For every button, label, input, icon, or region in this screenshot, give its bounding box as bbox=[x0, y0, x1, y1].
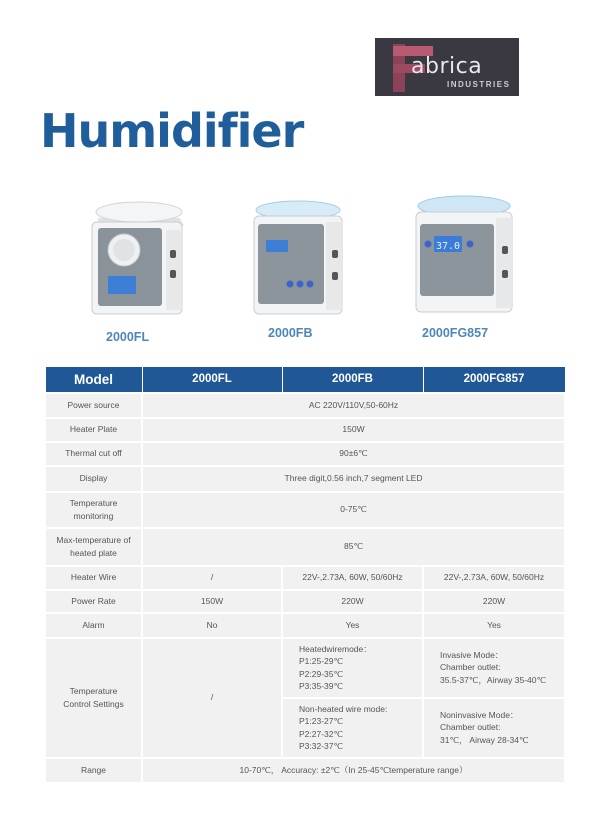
row-label-line: Control Settings bbox=[63, 698, 124, 709]
cell-2000fg857-noninvasive-mode bbox=[423, 698, 565, 758]
cell-2000fg857: 220W bbox=[423, 590, 565, 613]
product-2000fg857 bbox=[408, 190, 524, 340]
cell-2000fb-nonheated-mode bbox=[282, 698, 423, 758]
row-label bbox=[45, 528, 142, 566]
table-row-power-source bbox=[45, 393, 565, 418]
mode-line: Chamber outlet: bbox=[440, 662, 501, 673]
row-label bbox=[45, 492, 142, 528]
table-row-temperature-monitoring bbox=[45, 492, 565, 528]
humidifier-2000fb-image bbox=[246, 196, 350, 318]
row-label-line: monitoring bbox=[73, 510, 114, 521]
cell-value: AC 220V/110V,50-60Hz bbox=[142, 393, 565, 418]
row-label: Power Rate bbox=[45, 590, 142, 613]
page-title: Humidifier bbox=[40, 104, 304, 158]
mode-line: Non-heated wire mode: bbox=[299, 703, 388, 714]
mode-line: Invasive Mode： bbox=[440, 650, 504, 661]
row-label-line: Max-temperature of bbox=[56, 535, 131, 546]
table-row-alarm bbox=[45, 613, 565, 638]
table-row-display bbox=[45, 466, 565, 492]
mode-line: 31℃， Airway 28-34℃ bbox=[440, 734, 529, 745]
cell-value: 90±6℃ bbox=[142, 442, 565, 466]
table-row-range bbox=[45, 758, 565, 783]
table-header-row bbox=[45, 367, 565, 393]
mode-line: P2:27-32℃ bbox=[299, 728, 344, 739]
table-row-heater-wire bbox=[45, 566, 565, 590]
row-label-line: heated plate bbox=[70, 547, 117, 558]
mode-line: P1:23-27℃ bbox=[299, 716, 344, 727]
product-2000fl bbox=[84, 190, 194, 344]
humidifier-2000fl-image bbox=[84, 190, 194, 318]
table-row-heater-plate bbox=[45, 418, 565, 442]
mode-line: P2:29-35℃ bbox=[299, 668, 344, 679]
mode-line: Chamber outlet: bbox=[440, 722, 501, 733]
cell-value: 0-75℃ bbox=[142, 492, 565, 528]
row-label-line: Temperature bbox=[69, 498, 118, 509]
cell-2000fg857: 22V-,2.73A, 60W, 50/60Hz bbox=[423, 566, 565, 590]
product-label-2000fl: 2000FL bbox=[106, 330, 150, 344]
table-row-max-temperature bbox=[45, 528, 565, 566]
cell-2000fg857-invasive-mode bbox=[423, 638, 565, 698]
humidifier-2000fg857-image bbox=[408, 190, 520, 318]
spec-table bbox=[44, 366, 566, 784]
row-label: Heater Plate bbox=[45, 418, 142, 442]
logo-subtitle: INDUSTRIES bbox=[447, 80, 511, 89]
row-label: Heater Wire bbox=[45, 566, 142, 590]
table-row-control-settings-heated bbox=[45, 638, 565, 698]
mode-line: P1:25-29℃ bbox=[299, 656, 344, 667]
cell-value: 10-70℃， Accuracy: ±2℃（In 25-45℃temperature range） bbox=[142, 758, 565, 783]
cell-2000fl: 150W bbox=[142, 590, 282, 613]
product-2000fb bbox=[246, 196, 356, 340]
cell-2000fg857: Yes bbox=[423, 613, 565, 638]
row-label: Range bbox=[45, 758, 142, 783]
cell-2000fl: / bbox=[142, 638, 282, 758]
cell-value: 150W bbox=[142, 418, 565, 442]
row-label: Thermal cut off bbox=[45, 442, 142, 466]
device-display-readout: 37.0 bbox=[435, 241, 461, 252]
row-label bbox=[45, 638, 142, 758]
logo-wordmark: abrica bbox=[411, 54, 483, 79]
mode-line: 35.5-37℃，Airway 35-40℃ bbox=[440, 674, 547, 685]
row-label-line: Temperature bbox=[69, 686, 118, 697]
table-row-power-rate bbox=[45, 590, 565, 613]
mode-line: Heatedwiremode： bbox=[299, 643, 372, 654]
row-label: Power source bbox=[45, 393, 142, 418]
header-2000fl: 2000FL bbox=[142, 367, 282, 393]
header-2000fb: 2000FB bbox=[282, 367, 423, 393]
row-label: Display bbox=[45, 466, 142, 492]
cell-2000fb: Yes bbox=[282, 613, 423, 638]
cell-value: Three digit,0.56 inch,7 segment LED bbox=[142, 466, 565, 492]
header-2000fg857: 2000FG857 bbox=[423, 367, 565, 393]
product-label-2000fg857: 2000FG857 bbox=[422, 326, 489, 340]
mode-line: P3:35-39℃ bbox=[299, 680, 344, 691]
cell-2000fb: 220W bbox=[282, 590, 423, 613]
cell-value: 85℃ bbox=[142, 528, 565, 566]
cell-2000fb-heated-mode bbox=[282, 638, 423, 698]
cell-2000fb: 22V-,2.73A, 60W, 50/60Hz bbox=[282, 566, 423, 590]
company-logo bbox=[375, 38, 519, 96]
mode-line: P3:32-37℃ bbox=[299, 740, 344, 751]
cell-2000fl: No bbox=[142, 613, 282, 638]
header-model: Model bbox=[45, 367, 142, 393]
mode-line: Noninvasive Mode： bbox=[440, 710, 519, 721]
cell-2000fl: / bbox=[142, 566, 282, 590]
row-label: Alarm bbox=[45, 613, 142, 638]
product-label-2000fb: 2000FB bbox=[268, 326, 313, 340]
table-row-thermal-cutoff bbox=[45, 442, 565, 466]
